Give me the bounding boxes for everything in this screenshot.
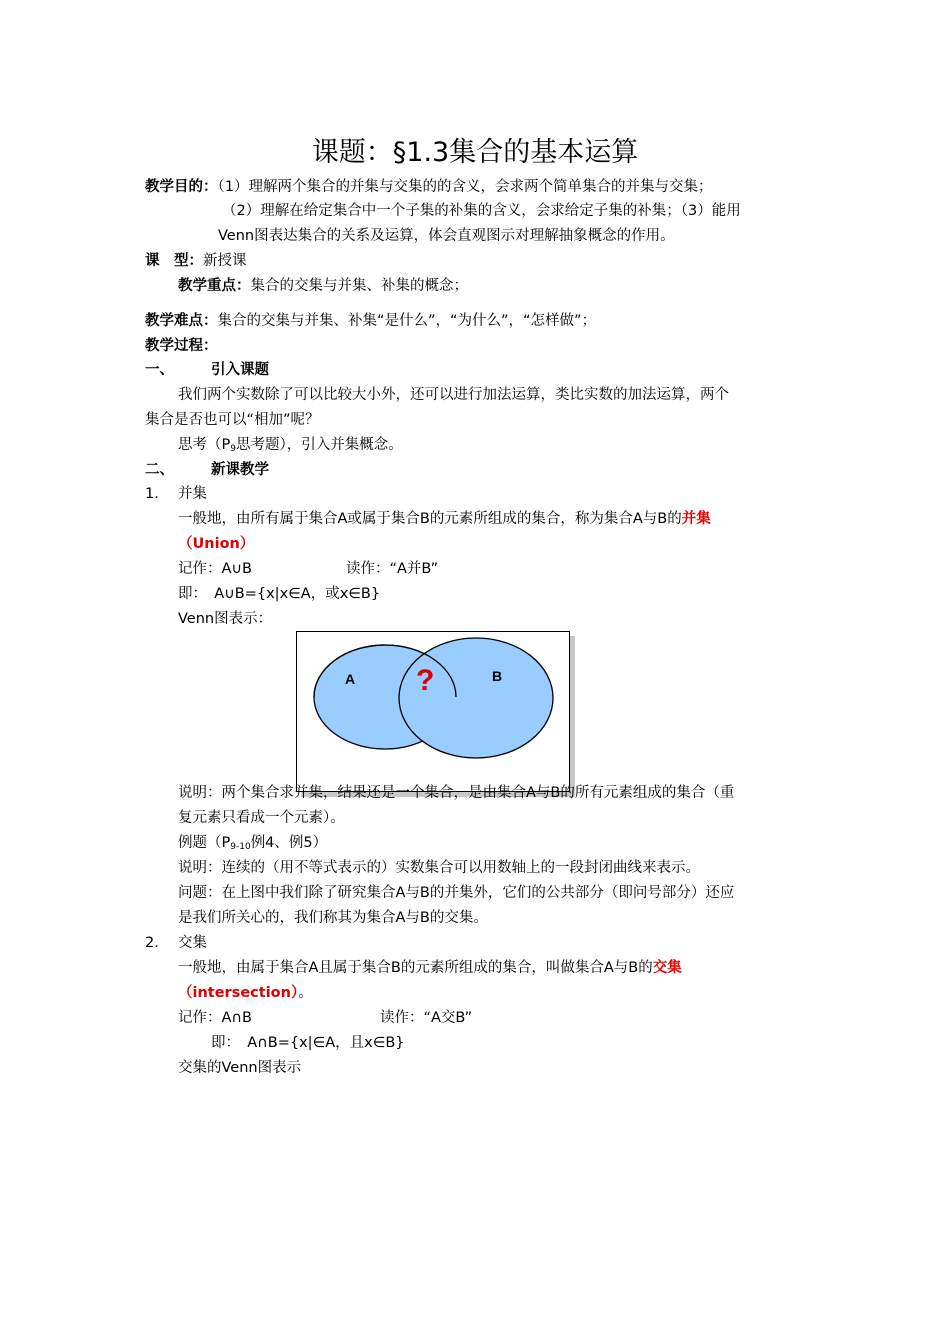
difficulties-label: 教学难点：	[145, 313, 218, 329]
example-sub: 9-10	[230, 842, 251, 852]
intersection-reading: 读作：“A交B”	[380, 1010, 473, 1026]
question-mark: ?	[416, 664, 435, 697]
objectives-text-2: （2）理解在给定集合中一个子集的补集的含义，会求给定子集的补集；（3）能用	[222, 203, 741, 219]
section-2-heading: 新课教学	[211, 462, 269, 478]
union-note-2: 复元素只看成一个元素）。	[178, 810, 345, 826]
union-def-text: 一般地，由所有属于集合A或属于集合B的元素所组成的集合，称为集合A与B的	[178, 511, 682, 527]
section-1-para-2: 集合是否也可以“相加”呢？	[145, 412, 320, 428]
union-reading: 读作：“A并B”	[346, 561, 439, 577]
union-venn-label: Venn图表示：	[178, 611, 273, 627]
union-heading: 并集	[178, 486, 207, 502]
intersection-heading: 交集	[178, 935, 207, 951]
lesson-type-value: 新授课	[203, 253, 247, 269]
intersection-definition-1	[178, 958, 682, 978]
section-1-heading: 引入课题	[211, 362, 269, 378]
intersection-notation: 记作：A∩B	[178, 1010, 252, 1026]
union-notation: 记作：A∪B	[178, 561, 252, 577]
intersection-venn-label: 交集的Venn图表示	[178, 1060, 302, 1076]
union-definition-1	[178, 509, 711, 529]
lesson-type-label: 课 型：	[145, 253, 203, 269]
lesson-type	[145, 251, 247, 271]
set-b-label: B	[492, 668, 503, 684]
think-sub: 9	[230, 444, 236, 454]
set-a-label: A	[345, 671, 356, 687]
intersection-english-line	[178, 983, 313, 1003]
union-note-3: 说明：连续的（用不等式表示的）实数集合可以用数轴上的一段封闭曲线来表示。	[178, 860, 700, 876]
union-note-1: 说明：两个集合求并集，结果还是一个集合，是由集合A与B的所有元素组成的集合（重	[178, 785, 735, 801]
union-formula: 即： A∪B={x|x∈A，或x∈B}	[178, 586, 381, 602]
think-pre: 思考（P	[178, 437, 231, 453]
intersection-formula: 即： A∩B={x|∈A，且x∈B}	[211, 1035, 405, 1051]
page-title: 课题：§1.3集合的基本运算	[311, 137, 639, 168]
intersection-def-end: 。	[298, 985, 313, 1001]
difficulties	[145, 311, 596, 331]
section-1-para-1: 我们两个实数除了可以比较大小外，还可以进行加法运算，类比实数的加法运算，两个	[178, 387, 729, 403]
key-points	[178, 276, 468, 296]
union-term: 并集	[681, 511, 711, 527]
union-question-1: 问题：在上图中我们除了研究集合A与B的并集外，它们的公共部分（即问号部分）还应	[178, 885, 735, 901]
union-venn-diagram	[296, 631, 570, 792]
union-english: （Union）	[178, 536, 255, 552]
key-points-label: 教学重点：	[178, 278, 251, 294]
section-2-number: 二、	[145, 462, 174, 478]
process-label: 教学过程：	[145, 338, 218, 354]
objectives-label: 教学目的：	[145, 179, 218, 195]
think-post: 思考题），引入并集概念。	[235, 437, 403, 453]
objectives-text-1: （1）理解两个集合的并集与交集的的含义，会求两个简单集合的并集与交集；	[217, 179, 713, 195]
difficulties-value: 集合的交集与并集、补集“是什么”，“为什么”，“怎样做”；	[217, 313, 597, 329]
section-1-think	[178, 435, 403, 459]
venn-svg	[297, 632, 569, 791]
intersection-number: 2.	[145, 935, 159, 951]
example-post: 例4、例5）	[250, 835, 328, 851]
union-question-2: 是我们所关心的，我们称其为集合A与B的交集。	[178, 910, 488, 926]
intersection-english: （intersection）	[178, 985, 299, 1001]
intersection-def-text: 一般地，由属于集合A且属于集合B的元素所组成的集合，叫做集合A与B的	[178, 960, 653, 976]
intersection-term: 交集	[652, 960, 682, 976]
objectives-line-1	[145, 177, 712, 197]
union-number: 1.	[145, 486, 159, 502]
objectives-text-3: Venn图表达集合的关系及运算，体会直观图示对理解抽象概念的作用。	[218, 228, 675, 244]
union-example	[178, 833, 327, 857]
example-pre: 例题（P	[178, 835, 231, 851]
section-1-number: 一、	[145, 362, 174, 378]
set-b-circle	[399, 638, 553, 758]
key-points-value: 集合的交集与并集、补集的概念；	[250, 278, 468, 294]
